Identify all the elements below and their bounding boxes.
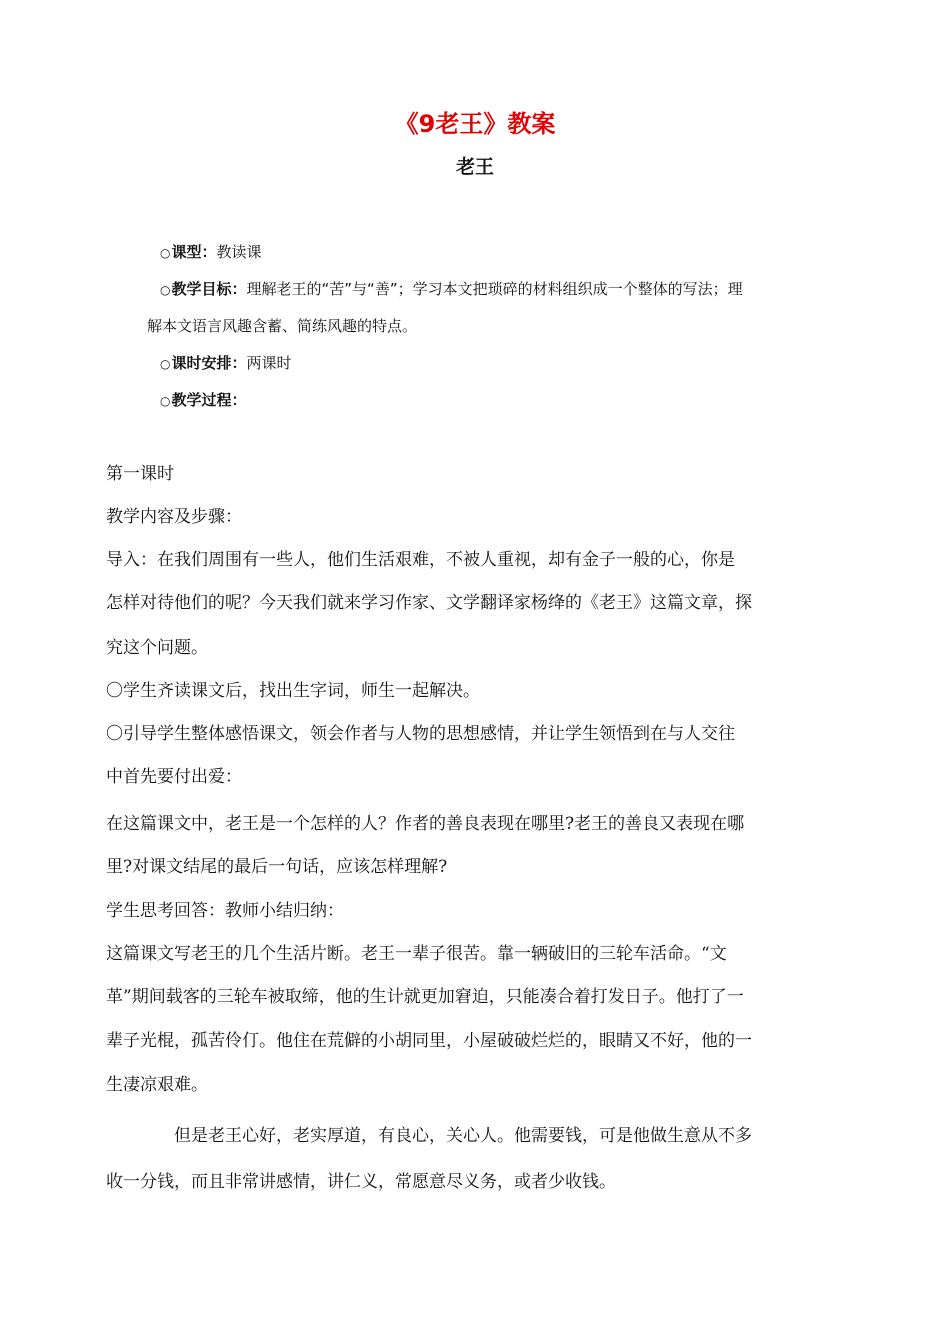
class-hours-value: 两课时 bbox=[246, 354, 292, 372]
document-title: 《9老王》教案 bbox=[394, 110, 556, 138]
teaching-goal-line2: 解本文语言风趣含蓄、简练风趣的特点。 bbox=[147, 317, 418, 335]
teaching-goal bbox=[160, 277, 950, 302]
teaching-goal-line1: 理解老王的“苦”与“善”；学习本文把琐碎的材料组织成一个整体的写法；理 bbox=[246, 280, 743, 298]
lesson-type-value: 教读课 bbox=[216, 243, 262, 261]
bullet-icon: ○ bbox=[160, 283, 171, 297]
teaching-process bbox=[160, 388, 950, 413]
body-line: 但是老王心好，老实厚道，有良心，关心人。他需要钱，可是他做生意从不多 bbox=[106, 1126, 752, 1146]
body-line: 这篇课文写老王的几个生活片断。老王一辈子很苦。靠一辆破旧的三轮车活命。“文 bbox=[106, 944, 727, 964]
body-line: 〇引导学生整体感悟课文，领会作者与人物的思想感情，并让学生领悟到在与人交往 bbox=[106, 724, 735, 744]
body-line: 学生思考回答：教师小结归纳： bbox=[106, 901, 344, 921]
body-line: 〇学生齐读课文后，找出生字词，师生一起解决。 bbox=[106, 681, 480, 701]
class-hours bbox=[160, 351, 950, 376]
body-line: 教学内容及步骤： bbox=[106, 507, 242, 527]
body-line: 中首先要付出爱： bbox=[106, 767, 242, 787]
lesson-type bbox=[160, 240, 950, 265]
body-line: 里?对课文结尾的最后一句话，应该怎样理解? bbox=[106, 857, 448, 877]
body-line: 在这篇课文中，老王是一个怎样的人？作者的善良表现在哪里?老王的善良又表现在哪 bbox=[106, 814, 745, 834]
bullet-icon: ○ bbox=[160, 357, 171, 371]
document-subtitle: 老王 bbox=[455, 156, 494, 178]
body-line: 生凄凉艰难。 bbox=[106, 1075, 208, 1095]
body-line: 第一课时 bbox=[106, 464, 174, 484]
body-line: 革”期间载客的三轮车被取缔，他的生计就更加窘迫，只能凑合着打发日子。他打了一 bbox=[106, 987, 744, 1007]
teaching-process-label: 教学过程： bbox=[171, 391, 247, 409]
body-line: 辈子光棍，孤苦伶仃。他住在荒僻的小胡同里，小屋破破烂烂的，眼睛又不好，他的一 bbox=[106, 1031, 752, 1051]
body-line: 怎样对待他们的呢？今天我们就来学习作家、文学翻译家杨绛的《老王》这篇文章，探 bbox=[106, 593, 752, 613]
lesson-type-label: 课型： bbox=[171, 243, 217, 261]
bullet-icon: ○ bbox=[160, 246, 171, 260]
body-line: 收一分钱，而且非常讲感情，讲仁义，常愿意尽义务，或者少收钱。 bbox=[106, 1172, 616, 1192]
teaching-goal-continuation bbox=[147, 314, 950, 338]
body-line: 导入：在我们周围有一些人，他们生活艰难，不被人重视，却有金子一般的心，你是 bbox=[106, 550, 735, 570]
teaching-goal-label: 教学目标： bbox=[171, 280, 247, 298]
class-hours-label: 课时安排： bbox=[171, 354, 247, 372]
body-line: 究这个问题。 bbox=[106, 638, 208, 658]
bullet-icon: ○ bbox=[160, 394, 171, 408]
